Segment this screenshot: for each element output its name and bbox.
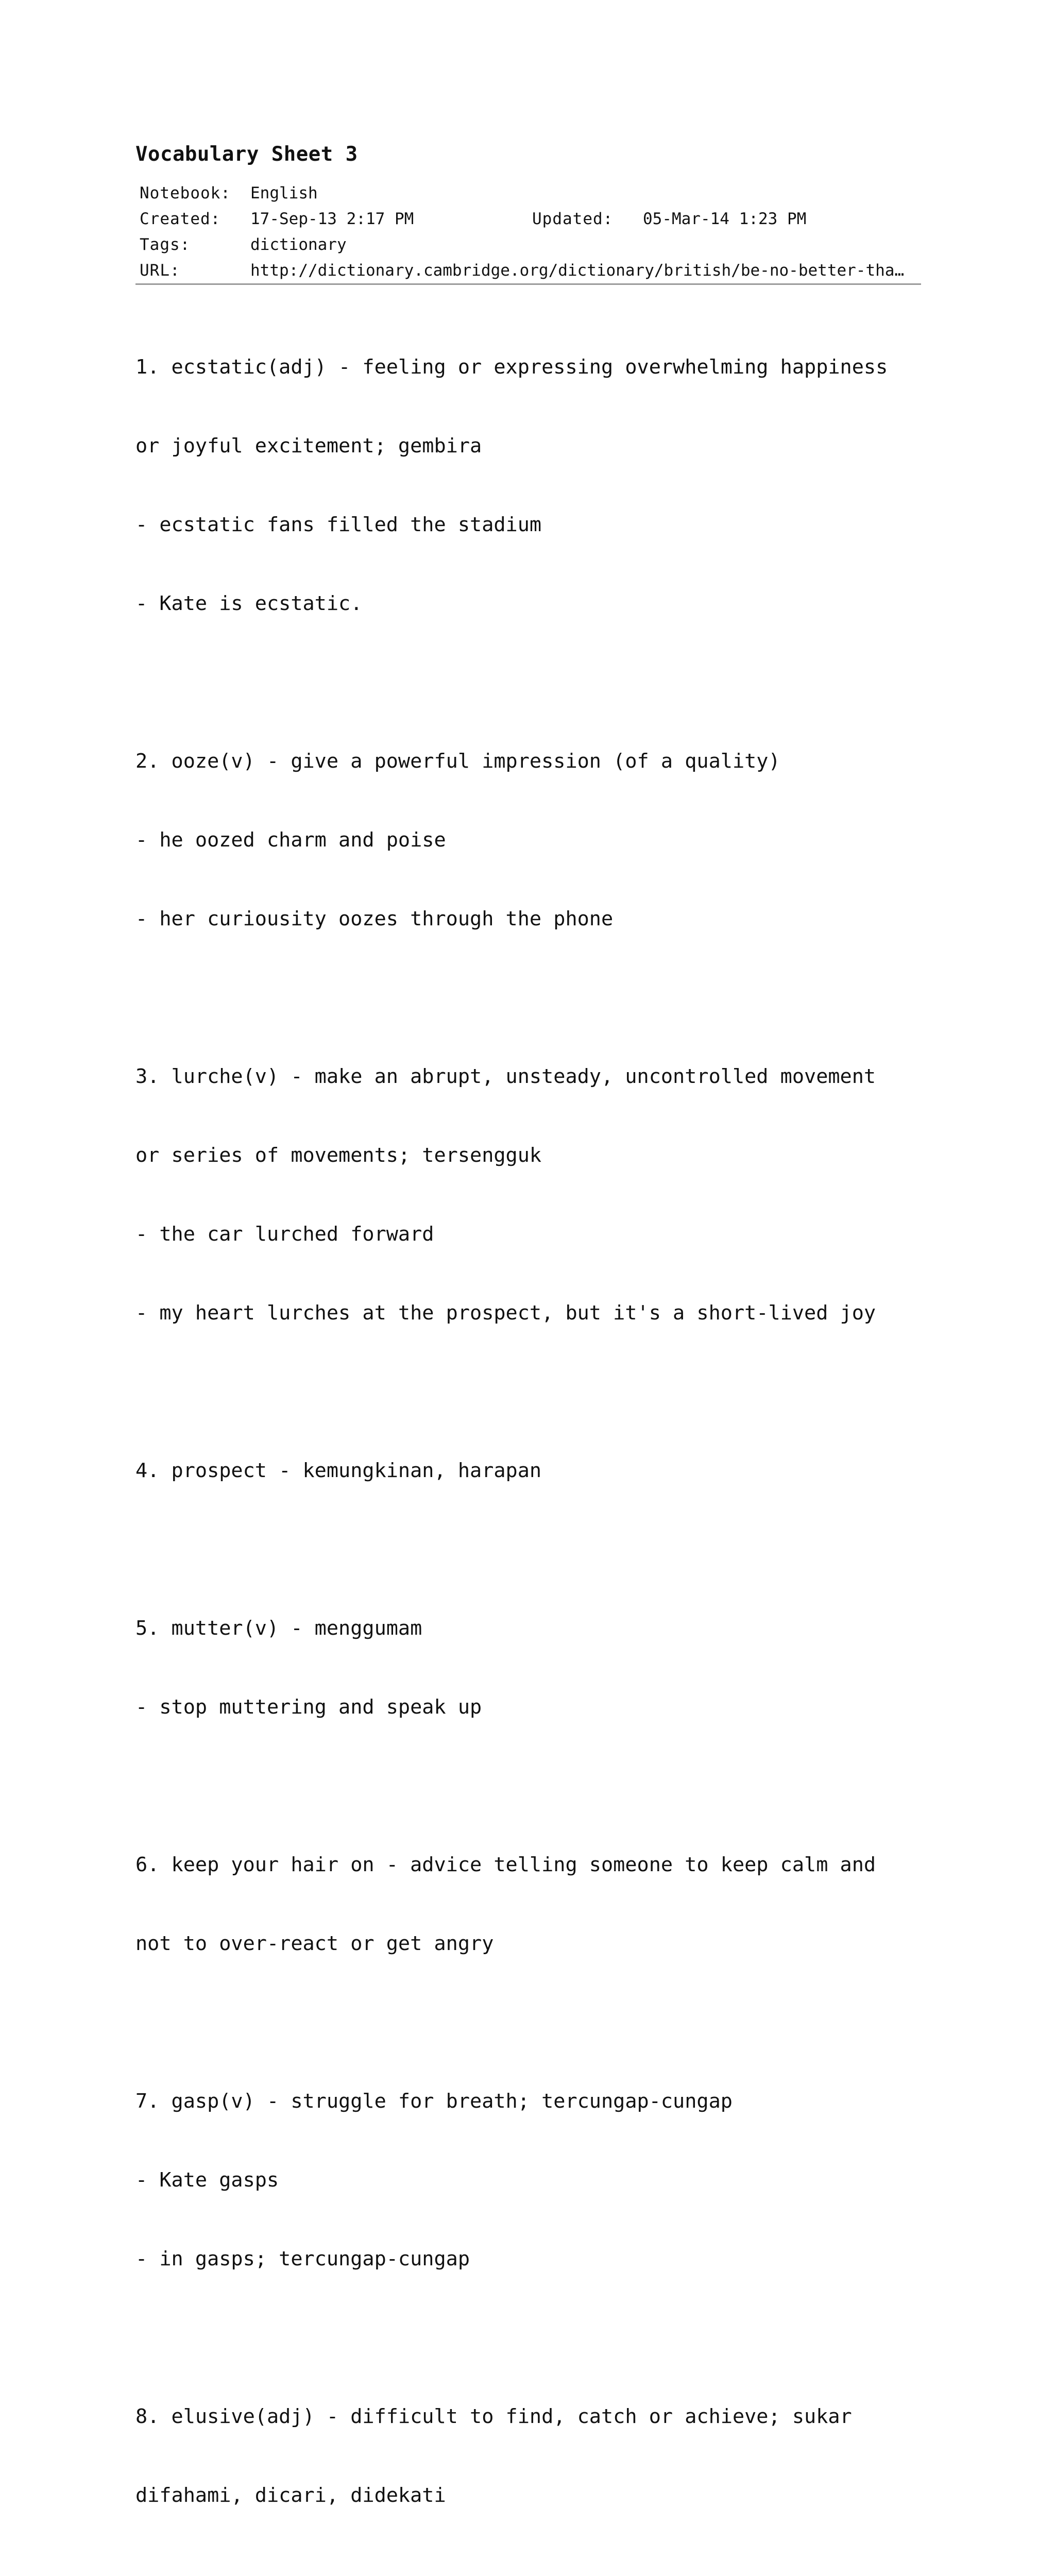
note-metadata bbox=[135, 180, 921, 285]
blank-line bbox=[135, 2325, 929, 2351]
tags-value: dictionary bbox=[250, 235, 347, 254]
created-value: 17-Sep-13 2:17 PM bbox=[250, 210, 414, 228]
notebook-value: English bbox=[250, 184, 318, 202]
note-line: 7. gasp(v) - struggle for breath; tercungap-cungap bbox=[135, 2090, 733, 2113]
updated-label: Updated: bbox=[532, 210, 614, 228]
blank-line bbox=[135, 1379, 929, 1405]
note-line: 6. keep your hair on - advice telling someone to keep calm and bbox=[135, 1853, 876, 1876]
note-line: - Kate is ecstatic. bbox=[135, 592, 363, 615]
note-line: difahami, dicari, didekati bbox=[135, 2484, 446, 2507]
blank-line bbox=[135, 669, 929, 696]
blank-line bbox=[135, 2009, 929, 2036]
updated-value: 05-Mar-14 1:23 PM bbox=[643, 210, 807, 228]
notebook-label: Notebook: bbox=[140, 184, 231, 202]
meta-row-url bbox=[140, 258, 923, 284]
note-line: 3. lurche(v) - make an abrupt, unsteady, uncontrolled movement bbox=[135, 1065, 876, 1088]
blank-line bbox=[135, 2561, 929, 2576]
note-line: or series of movements; tersengguk bbox=[135, 1144, 542, 1167]
note-line: 8. elusive(adj) - difficult to find, catch or achieve; sukar bbox=[135, 2405, 852, 2428]
note-line: 1. ecstatic(adj) - feeling or expressing overwhelming happiness bbox=[135, 355, 888, 379]
url-label: URL: bbox=[140, 261, 180, 280]
note-page bbox=[135, 139, 929, 2507]
note-line: - in gasps; tercungap-cungap bbox=[135, 2247, 470, 2270]
note-line: - her curiousity oozes through the phone bbox=[135, 907, 614, 930]
note-line: 2. ooze(v) - give a powerful impression (of a quality) bbox=[135, 750, 780, 773]
note-line: - the car lurched forward bbox=[135, 1223, 434, 1246]
blank-line bbox=[135, 1773, 929, 1799]
note-line: - ecstatic fans filled the stadium bbox=[135, 513, 542, 536]
note-title: Vocabulary Sheet 3 bbox=[135, 143, 358, 166]
blank-line bbox=[135, 1536, 929, 1563]
note-line: - Kate gasps bbox=[135, 2168, 279, 2192]
note-line: - he oozed charm and poise bbox=[135, 828, 446, 852]
tags-label: Tags: bbox=[140, 235, 191, 254]
note-line: 4. prospect - kemungkinan, harapan bbox=[135, 1459, 542, 1482]
note-line: - stop muttering and speak up bbox=[135, 1696, 482, 1719]
note-line: or joyful excitement; gembira bbox=[135, 434, 482, 457]
note-line: - my heart lurches at the prospect, but it's a short-lived joy bbox=[135, 1301, 876, 1325]
blank-line bbox=[135, 985, 929, 1011]
created-label: Created: bbox=[140, 210, 221, 228]
note-line: 5. mutter(v) - menggumam bbox=[135, 1617, 422, 1640]
note-line: not to over-react or get angry bbox=[135, 1932, 494, 1955]
meta-row-dates bbox=[140, 206, 912, 232]
note-body bbox=[135, 301, 929, 2507]
url-link[interactable]: http://dictionary.cambridge.org/dictionary/british/be-no-better-tha… bbox=[250, 261, 905, 280]
